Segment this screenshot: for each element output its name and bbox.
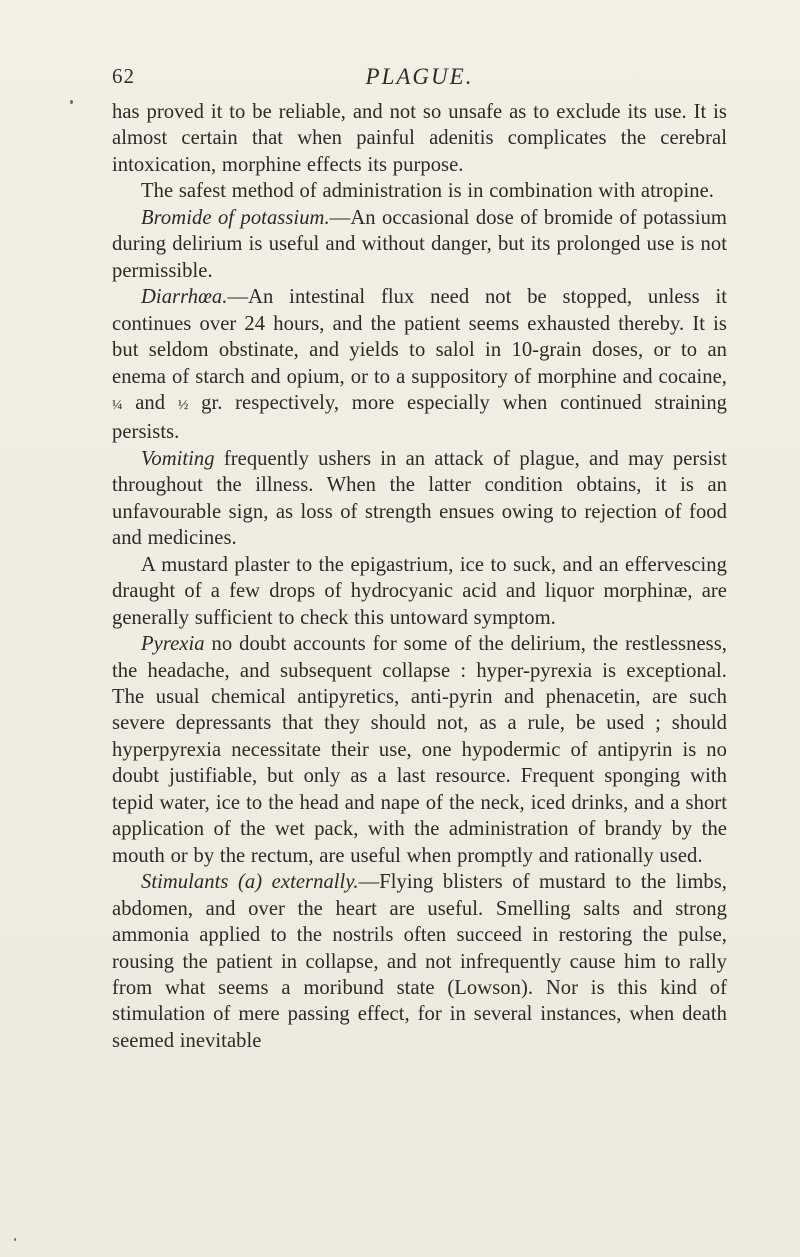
paragraph-text: gr. respectively, more especially when continued straining persists.: [112, 391, 728, 444]
paragraph-diarrhoea: [112, 284, 727, 446]
paragraph-text: —An intestinal flux need not be stopped, unless it continues over 24 hours, and the patient seems exhausted thereby. It is but seldom obstinate, and yields to salol in 10-grain doses, or to an enema of starch and opium, or to a suppository of morphine and cocaine,: [112, 286, 727, 388]
paragraph-pyrexia: [112, 631, 727, 869]
body-text: [112, 99, 727, 1054]
section-lead: Bromide of potassium.: [141, 206, 330, 229]
paragraph-text: A mustard plaster to the epigastrium, ice to suck, and an effervescing draught of a few drops of hydrocyanic acid and liquor morphinæ, are generally sufficient to check this untoward symptom.: [112, 553, 727, 629]
paragraph-atropine: [112, 178, 727, 204]
section-lead: Pyrexia: [141, 633, 205, 656]
running-head: [112, 64, 727, 94]
page-number: 62: [112, 64, 135, 88]
paragraph-text: —An occasional dose of bromide of potassium during delirium is useful and without danger, but its prolonged use is not permissible.: [112, 206, 727, 282]
paragraph-text: The safest method of administration is in combination with atropine.: [141, 180, 714, 203]
paragraph-morphine-continued: [112, 99, 727, 178]
paragraph-stimulants: [112, 869, 727, 1054]
paragraph-mustard-plaster: [112, 552, 727, 631]
paragraph-text: no doubt accounts for some of the delirium, the restlessness, the headache, and subsequent collapse : hyper-pyrexia is exceptional. The usual chemical antipyretics, anti-pyrin and phenacetin, are such severe depressants that they should not, as a rule, be used ; should hyperpyrexia necessitate their use, one hypodermic of antipyrin is no doubt justifiable, but only as a last resource. Frequent sponging with tepid water, ice to the head and nape of the neck, iced drinks, and a short application of the wet pack, with the administration of brandy by the mouth or by the rectum, are useful when promptly and rationally used.: [112, 633, 727, 867]
paper-speck: [70, 100, 73, 104]
paragraph-bromide-of-potassium: [112, 205, 727, 284]
paragraph-text: frequently ushers in an attack of plague, and may persist throughout the illness. When the latter condition obtains, it is an unfavourable sign, as loss of strength ensues owing to rejection of food and medicines.: [112, 447, 727, 550]
paragraph-text: —Flying blisters of mustard to the limbs, abdomen, and over the heart are useful. Smelling salts and strong ammonia applied to the nostrils often succeed in restoring the pulse, rousing the patient in collapse, and not infrequently cause him to rally from what seems a moribund state (Lowson). Nor is this kind of stimulation of mere passing effect, for in several instances, when death seemed inevitable: [112, 871, 727, 1052]
running-title: PLAGUE.: [365, 64, 474, 89]
paper-speck: [14, 1238, 16, 1241]
paragraph-text: has proved it to be reliable, and not so unsafe as to exclude its use. It is almost certain that when painful adenitis complicates the cerebral intoxication, morphine effects its purpose.: [112, 101, 727, 176]
fraction-quarter: ¼: [112, 397, 123, 413]
paragraph-text: and: [135, 391, 166, 414]
fraction-half: ½: [177, 397, 189, 413]
section-lead: Diarrhœa.: [141, 286, 228, 309]
section-lead: Stimulants (a) externally.: [141, 871, 359, 894]
section-lead: Vomiting: [141, 447, 215, 470]
paragraph-vomiting: [112, 446, 727, 552]
